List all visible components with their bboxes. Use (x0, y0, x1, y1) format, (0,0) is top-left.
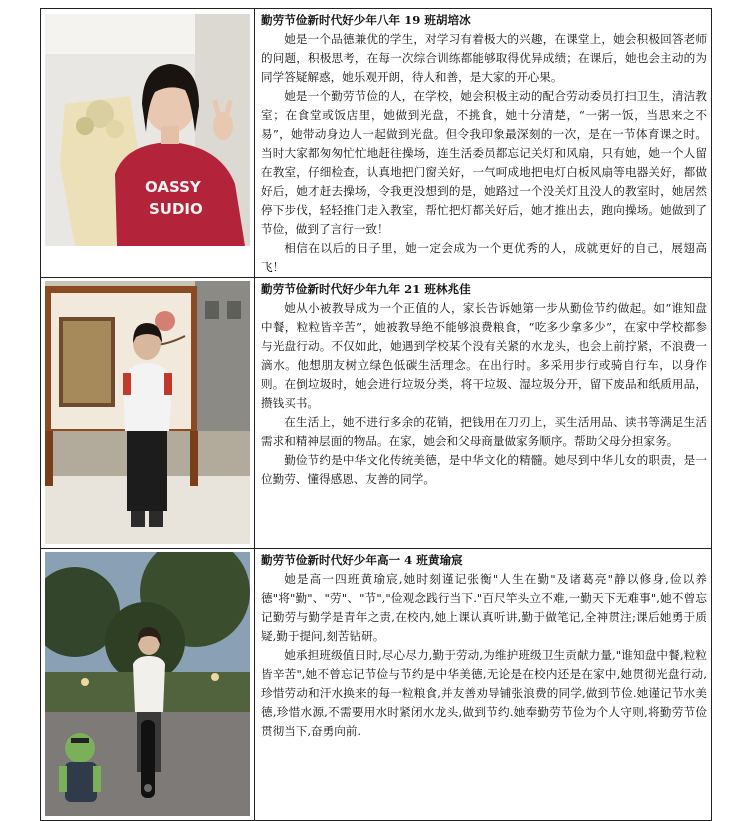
profile-title: 勤劳节俭新时代好少年九年 21 班林兆佳 (261, 282, 471, 296)
text-cell (255, 9, 712, 278)
profile-title: 勤劳节俭新时代好少年高一 4 班黄瑜宸 (261, 553, 463, 567)
shirt-text-line1: OASSY (145, 178, 201, 196)
table-row (41, 278, 712, 549)
profile-paragraph: 她从小被教导成为一个正值的人，家长告诉她第一步从勤俭节约做起。如“谁知盘中餐，粒粒皆辛苦”，她被教导绝不能够浪费粮食，“吃多少拿多少”，在家中学校都参与光盘行动。不仅如此，她遇到学校某个没有关紧的水龙头，也会上前拧紧，不浪费一滴水。他想朋友树立绿色低碳生活理念。在出行时。多采用步行或骑自行车，以身作则。在倒垃圾时，她会进行垃圾分类，将干垃圾、湿垃圾分开，留下废品和纸质用品，攒钱买书。 (261, 301, 707, 410)
photo-cell (41, 549, 255, 821)
text-cell (255, 549, 712, 821)
profile-paragraph: 勤俭节约是中华文化传统美德，是中华文化的精髓。她尽到中华儿女的职责，是一位勤劳、懂得感恩、友善的同学。 (261, 453, 707, 486)
profile-paragraph: 她是一个品德兼优的学生，对学习有着极大的兴趣，在课堂上，她会积极回答老师的问题，积极思考，在每一次综合训练都能够取得优异成绩；在课后，她也会主动的为同学答疑解惑，她乐观开朗，待人和善，是大家的开心果。 (261, 32, 707, 84)
shirt-text-line2: SUDIO (149, 200, 203, 218)
student-profile-table (40, 8, 712, 821)
table-row (41, 9, 712, 278)
table-row (41, 549, 712, 821)
profile-paragraph: 她是一个勤劳节俭的人，在学校，她会积极主动的配合劳动委员打扫卫生，清洁教室；在食堂或饭店里，她做到光盘，不挑食，她十分清楚，“一粥一饭，当思来之不易”，她带动身边人一起做到光盘。但令我印象最深刻的一次，是在一节体育课之时。当时大家都匆匆忙忙地赶往操场，连生活委员都忘记关灯和风扇，只有她，她一个人留在教室，仔细检查，认真地把门窗关好，一气呵成地把电灯白板风扇等电器关好，都做好后，她才赶去操场，令我更没想到的是，她路过一个没关灯且没人的教室时，她居然停下步伐，轻轻推门走入教室，帮忙把灯都关好后，她才推出去，跑向操场。她做到了节俭，做到了言行一致！ (261, 89, 707, 236)
photo-cell (41, 278, 255, 549)
profile-paragraph: 她承担班级值日时,尽心尽力,勤于劳动,为维护班级卫生贡献力量,"谁知盘中餐,粒粒皆辛苦",她不曾忘记节俭与节约是中华美德,无论是在校内还是在家中,她贯彻光盘行动,珍惜劳动和汗水换来的每一粒粮食,并友善劝导铺张浪费的同学,做到节俭.她谨记节水美德,珍惜水源,不需要用水时紧闭水龙头,做到节约.她奉勤劳节俭为个人守则,将勤劳节俭贯彻当下,奋勇向前. (261, 648, 707, 738)
profile-paragraph: 相信在以后的日子里，她一定会成为一个更优秀的人，成就更好的自己，展翅高飞！ (261, 241, 707, 274)
student-photo-huang-yuchen (45, 552, 250, 816)
profile-paragraph: 她是高一四班黄瑜宸,她时刻谨记张衡"人生在勤"及诸葛亮"静以修身,俭以养德"将"勤"、"劳"、"节","俭观念践行当下."百尺竿头立不难,一勤天下无难事",她不曾忘记勤劳与勤学是青年之责,在校内,她上课认真听讲,勤于做笔记,全神贯注;课后她勇于质疑,勤于提问,刻苦钻研。 (261, 572, 707, 643)
photo-cell (41, 9, 255, 278)
profile-title: 勤劳节俭新时代好少年八年 19 班胡培冰 (261, 13, 471, 27)
student-photo-hu-peibing (45, 14, 250, 246)
profile-paragraph: 在生活上，她不进行多余的花销，把钱用在刀刃上，买生活用品、读书等满足生活需求和精神层面的物品。在家，她会和父母商量做家务顺序。帮助父母分担家务。 (261, 415, 707, 448)
student-photo-lin-zhaojia (45, 281, 250, 544)
text-cell (255, 278, 712, 549)
